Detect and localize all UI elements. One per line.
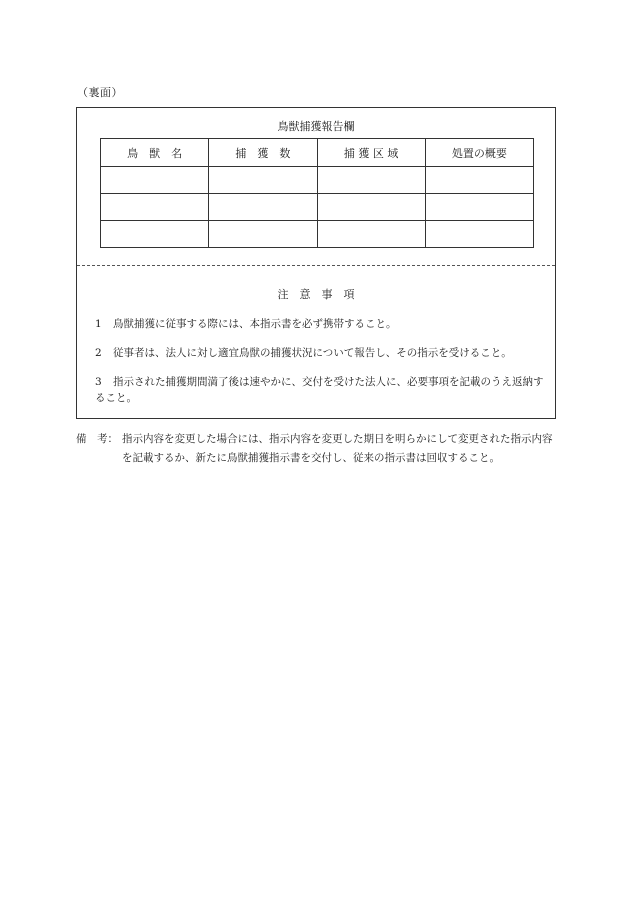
note-item xyxy=(95,374,547,406)
column-header-area: 捕 獲 区 域 xyxy=(317,139,425,167)
remarks-label: 備 考： xyxy=(76,433,118,445)
table-row xyxy=(101,221,534,248)
table-cell[interactable] xyxy=(101,221,209,248)
remarks-text: 指示内容を変更した場合には、指示内容を変更した期日を明らかにして変更された指示内容を記載するか、新たに鳥獣捕獲指示書を交付し、従来の指示書は回収すること。 xyxy=(122,433,553,464)
report-frame xyxy=(76,107,556,419)
notes-title: 注 意 事 項 xyxy=(277,288,355,301)
table-cell[interactable] xyxy=(425,221,533,248)
note-text: 従事者は、法人に対し適宜鳥獣の捕獲状況について報告し、その指示を受けること。 xyxy=(113,347,512,359)
note-text: 鳥獣捕獲に従事する際には、本指示書を必ず携帯すること。 xyxy=(113,318,397,330)
table-cell[interactable] xyxy=(317,194,425,221)
page-label: （裏面） xyxy=(77,86,123,99)
column-header-species: 鳥 獣 名 xyxy=(101,139,209,167)
note-item xyxy=(95,345,547,361)
note-number: 2 xyxy=(95,347,102,359)
remarks xyxy=(76,430,560,468)
table-cell[interactable] xyxy=(425,194,533,221)
table-cell[interactable] xyxy=(209,167,317,194)
dashed-divider xyxy=(77,265,555,266)
table-cell[interactable] xyxy=(101,194,209,221)
table-cell[interactable] xyxy=(425,167,533,194)
table-cell[interactable] xyxy=(317,221,425,248)
note-text: 指示された捕獲期間満了後は速やかに、交付を受けた法人に、必要事項を記載のうえ返納すること。 xyxy=(95,376,544,404)
column-header-disposal: 処置の概要 xyxy=(425,139,533,167)
report-title: 鳥獣捕獲報告欄 xyxy=(277,120,355,133)
note-item xyxy=(95,316,547,332)
note-number: 1 xyxy=(95,318,102,330)
table-cell[interactable] xyxy=(317,167,425,194)
table-row xyxy=(101,167,534,194)
table-header-row xyxy=(101,139,534,167)
table-row xyxy=(101,194,534,221)
note-number: 3 xyxy=(95,376,102,388)
report-table xyxy=(100,138,534,248)
table-cell[interactable] xyxy=(209,221,317,248)
column-header-count: 捕 獲 数 xyxy=(209,139,317,167)
table-cell[interactable] xyxy=(209,194,317,221)
table-cell[interactable] xyxy=(101,167,209,194)
